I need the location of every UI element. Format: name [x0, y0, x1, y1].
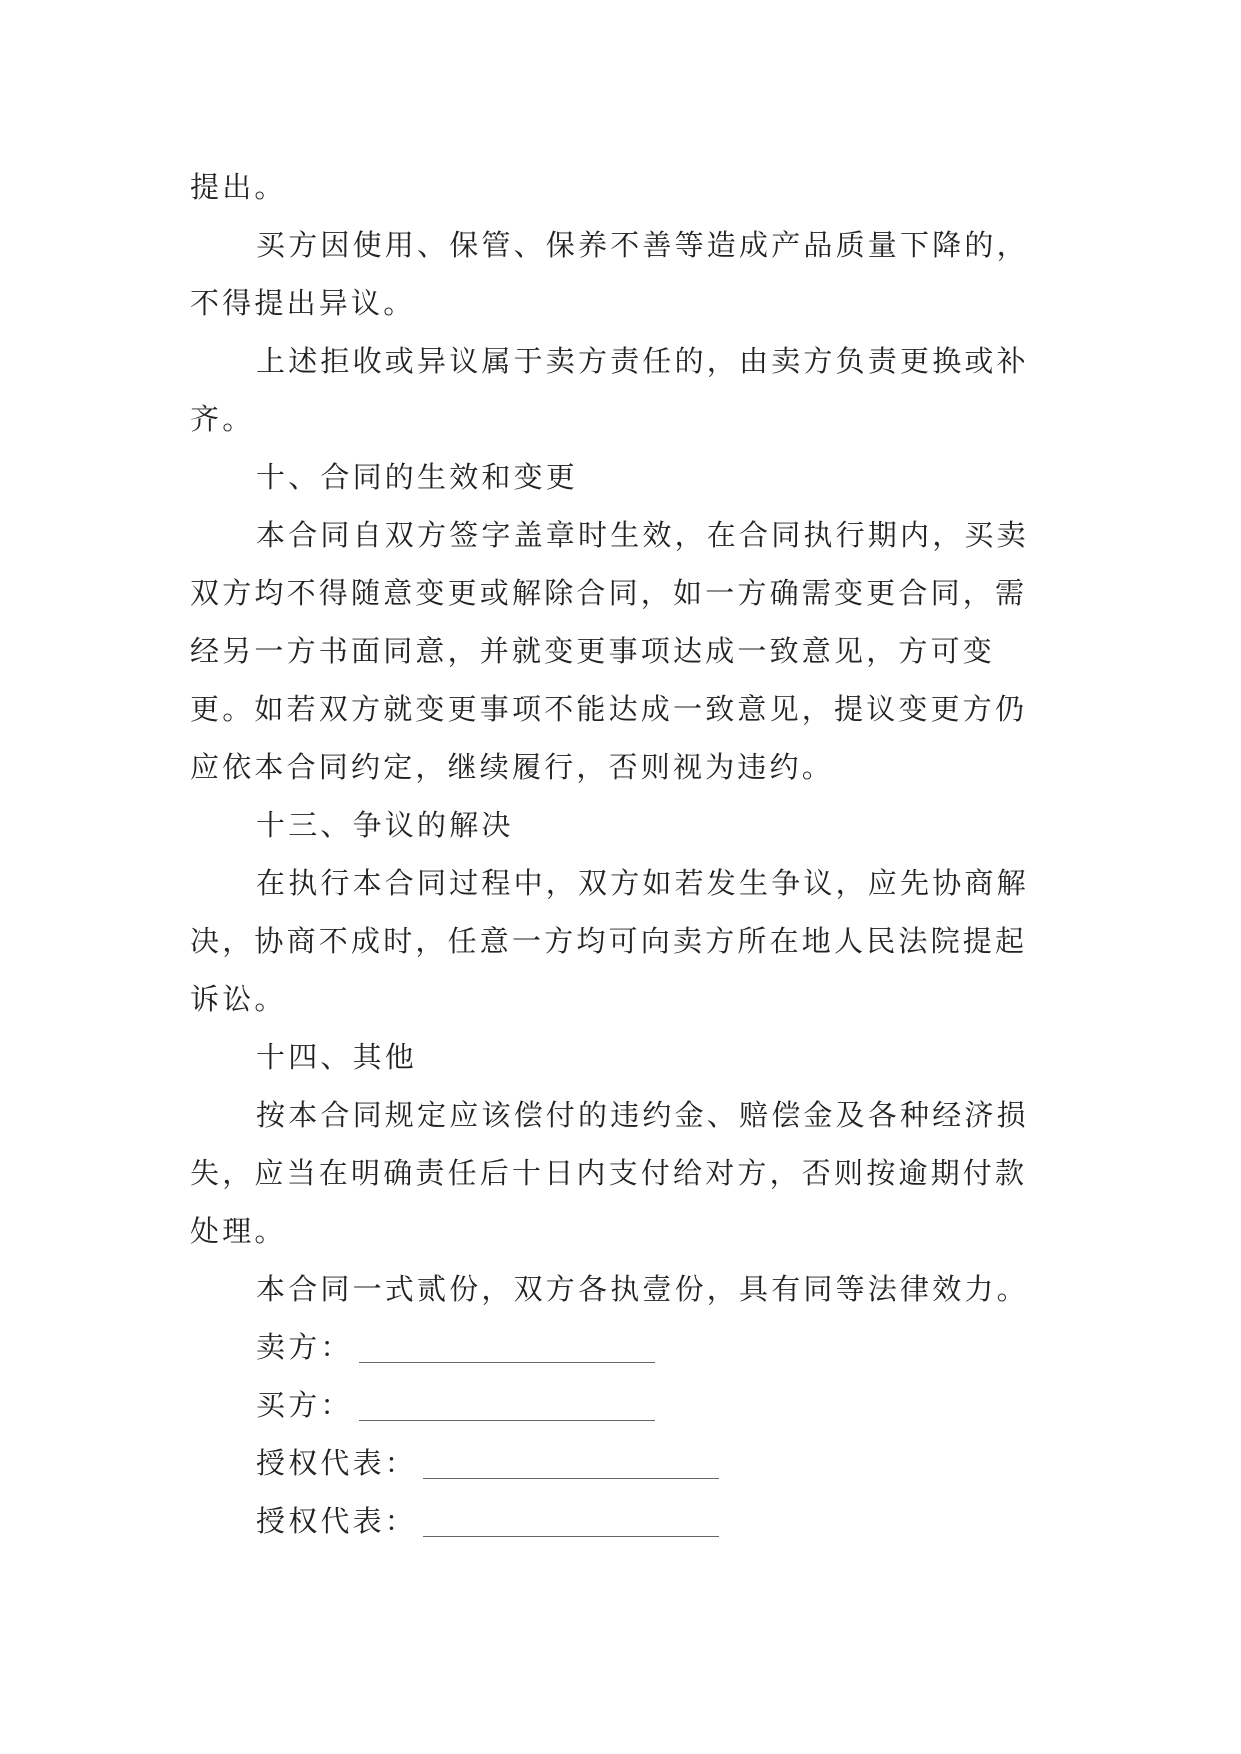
section-heading: 十四、其他	[256, 1040, 418, 1074]
section-heading: 十三、争议的解决	[256, 808, 514, 842]
paragraph: 上述拒收或异议属于卖方责任的，由卖方负责更换或补齐。	[190, 344, 1029, 436]
signature-line[interactable]	[359, 1361, 655, 1363]
signature-row-seller	[190, 1318, 1052, 1376]
section-heading: 十、合同的生效和变更	[256, 460, 579, 494]
signature-line[interactable]	[359, 1419, 655, 1421]
paragraph: 提出。	[190, 170, 287, 204]
signature-label: 授权代表：	[256, 1504, 418, 1538]
signature-line[interactable]	[423, 1477, 719, 1479]
paragraph: 按本合同规定应该偿付的违约金、赔偿金及各种经济损失，应当在明确责任后十日内支付给对方，否则按逾期付款处理。	[190, 1098, 1029, 1248]
signature-line[interactable]	[423, 1535, 719, 1537]
document-body	[190, 158, 1052, 1550]
signature-label: 卖方：	[256, 1330, 353, 1364]
signature-row-buyer	[190, 1376, 1052, 1434]
signature-label: 买方：	[256, 1388, 353, 1422]
signature-label: 授权代表：	[256, 1446, 418, 1480]
paragraph: 本合同自双方签字盖章时生效，在合同执行期内，买卖双方均不得随意变更或解除合同，如一方确需变更合同，需经另一方书面同意，并就变更事项达成一致意见，方可变更。如若双方就变更事项不能达成一致意见，提议变更方仍应依本合同约定，继续履行，否则视为违约。	[190, 518, 1029, 784]
signature-row-representative	[190, 1492, 1052, 1550]
paragraph: 在执行本合同过程中，双方如若发生争议，应先协商解决，协商不成时，任意一方均可向卖方所在地人民法院提起诉讼。	[190, 866, 1029, 1016]
paragraph: 买方因使用、保管、保养不善等造成产品质量下降的，不得提出异议。	[190, 228, 1029, 320]
paragraph: 本合同一式贰份，双方各执壹份，具有同等法律效力。	[256, 1272, 1029, 1306]
signature-row-representative	[190, 1434, 1052, 1492]
